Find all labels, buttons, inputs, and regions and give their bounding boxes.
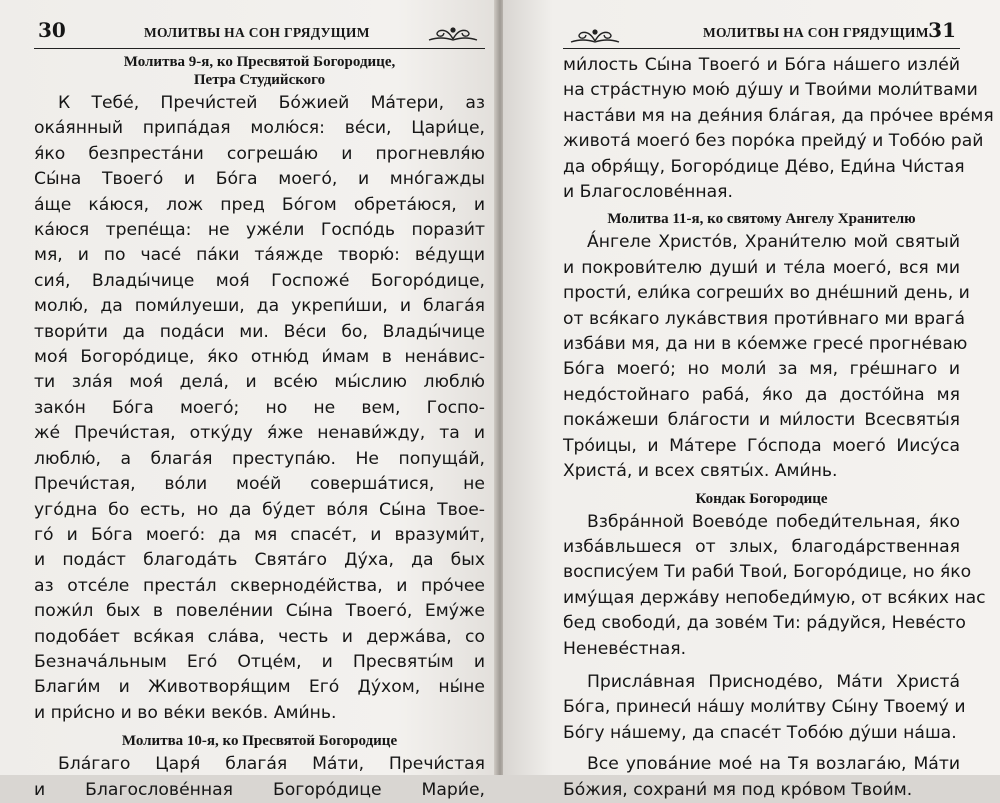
text-line: Благи́м и Животворя́щим Его́ Ду́хом, ны́не — [34, 677, 485, 698]
text-line: да обря́щу, Богоро́дице Де́во, Еди́на Чи́стая — [563, 156, 965, 177]
running-title-right: МОЛИТВЫ НА СОН ГРЯДУЩИМ — [703, 25, 929, 40]
page-number-left: 30 — [38, 18, 66, 42]
text-line: го́ и Бо́га моего́: да мя спасе́т, и вразуми́т, — [34, 524, 485, 545]
text-line: Присла́вная Приснодéво, Ма́ти Христа́ — [587, 671, 960, 692]
text-line: Тро́ицы, и Ма́тере Го́спода моего́ Иису́са — [563, 435, 960, 456]
text-line: сия́, Влады́чице моя́ Госпоже́ Богоро́дице, — [34, 270, 485, 291]
text-line: бед свободи́, да зове́м Ти: ра́дуйся, Неве́сто — [563, 613, 966, 634]
text-line: на стра́стную мою́ ду́шу и Твои́ми моли́твами — [563, 80, 978, 101]
text-line: пожи́л бых в повеле́нии Сы́на Твоего́, Ему́же — [34, 601, 485, 622]
text-line: Бо́гу на́шему, да спасе́т Тобо́ю ду́ши на́ша. — [563, 722, 957, 743]
prayer9-title-line1: Молитва 9-я, ко Пресвятой Богородице, — [123, 54, 396, 70]
text-line: люблю́, а блага́я преступа́ю. Не попуща́й, — [34, 448, 485, 469]
text-line: и покрови́телю души́ и те́ла моего́, вся ми — [563, 257, 960, 278]
text-line: Бла́гаго Царя́ блага́я Ма́ти, Пречи́стая — [58, 754, 485, 775]
right-page — [503, 0, 1000, 800]
prayer9-text — [34, 91, 485, 726]
text-line: воспису́ем Ти раби́ Твои́, Богоро́дице, но я́ко — [563, 562, 972, 583]
text-line: недо́стойнаго раба́, я́ко да досто́йна мя — [563, 384, 960, 405]
kontakion-text — [563, 510, 986, 662]
left-running-head — [34, 18, 485, 49]
text-line: наста́ви мя на дея́ния бла́гая, да про́чее вре́мя — [563, 105, 994, 126]
text-line: Безнача́льным Его́ Отце́м, и Пресвяты́м и — [34, 651, 485, 672]
text-line: же́ Пречи́стая, отку́ду я́же ненави́жду, та и — [34, 423, 485, 444]
praise-text — [563, 670, 966, 746]
prayer10-continued-text — [563, 53, 994, 205]
text-line: Все упова́ние мое́ на Тя возлага́ю, Ма́ти — [587, 754, 960, 775]
text-line: зако́н Бо́га моего́; но не вем, Госпо- — [34, 397, 485, 418]
left-page — [0, 0, 497, 800]
prayer9-title — [34, 53, 485, 89]
text-line: А́нгеле Христо́в, Храни́телю мой святый — [587, 232, 960, 253]
text-line: ти зла́я моя́ дела́, и все́ю мы́слию люблю́ — [34, 372, 485, 393]
final-prayer-text — [563, 752, 960, 803]
text-line: моя́ Богоро́дице, я́ко отню́д и́мам в нена́вис- — [34, 347, 485, 368]
text-line: ка́юся трепе́ща: не уже́ли Госпо́дь порази́т — [34, 220, 485, 241]
text-line: изба́ви мя, да ни в ко́емже гресе́ прогне́ваю — [563, 334, 968, 355]
text-line: Взбра́нной Воево́де победи́тельная, я́ко — [587, 511, 960, 532]
right-running-head — [563, 18, 960, 49]
text-line: К Тебе́, Пречи́стей Бо́жией Ма́тери, аз — [58, 93, 485, 113]
floral-ornament-icon — [427, 22, 479, 44]
text-line: Бо́жия, сохрани́ мя под кро́вом Твои́м. — [563, 779, 913, 800]
kontakion-title: Кондак Богородице — [695, 490, 828, 507]
floral-ornament-icon — [569, 24, 621, 46]
prayer11-title: Молитва 11-я, ко святому Ангелу Хранителю — [607, 211, 916, 228]
running-title-left: МОЛИТВЫ НА СОН ГРЯДУЩИМ — [144, 25, 370, 40]
text-line: пока́жеши бла́гости и ми́лости Всесвяты́я — [563, 410, 960, 431]
text-line: аз отсе́ле преста́л скверноде́йства, и про́чее — [34, 575, 485, 596]
text-line: и Благослове́нная Богоро́дице Мари́е, — [34, 779, 485, 800]
text-line: Сы́на Твоего́ и Бо́га моего́, и мно́гажды — [34, 169, 485, 190]
prayer10-title: Молитва 10-я, ко Пресвятой Богородице — [121, 733, 398, 750]
prayer9-title-line2: Петра Студийского — [193, 72, 326, 88]
text-line: и при́сно и во ве́ки веко́в. Ами́нь. — [34, 702, 337, 723]
text-line: подоба́ет вся́кая сла́ва, честь и держа́ва, со — [34, 626, 485, 647]
text-line: изба́вльшеся от злых, благода́рственная — [563, 536, 960, 557]
text-line: молю́, да поми́луеши, да укрепи́ши, и блага́я — [34, 296, 485, 317]
prayer11-text — [563, 230, 970, 484]
text-line: Пречи́стая, во́ли мое́й соверша́тися, не — [34, 474, 485, 495]
page-number-right: 31 — [928, 18, 956, 42]
text-line: Христа́, и всех святы́х. Ами́нь. — [563, 461, 838, 482]
text-line: твори́ти да пода́си ми. Ве́си бо, Влады́чице — [34, 321, 485, 342]
text-line: Бо́га моего́; но моли́ за мя, гре́шнаго и — [563, 359, 960, 380]
text-line: иму́щая держа́ву непобеди́мую, от вся́ких нас — [563, 587, 986, 608]
text-line: Бо́га, принеси́ на́шу моли́тву Сы́ну Твоему́ и — [563, 697, 966, 718]
text-line: мя, и по часе́ па́ки та́яжде творю́: ве́дущи — [34, 245, 485, 266]
text-line: живота́ моего́ без поро́ка прейду́ и Тобо́ю рай — [563, 131, 984, 152]
text-line: уго́дна бо есть, но да бу́дет во́ля Сы́на Твое- — [34, 499, 485, 520]
text-line: я́ко безпреста́ни согреша́ю и прогневля́ю — [34, 143, 485, 164]
text-line: Неневе́стная. — [563, 638, 687, 659]
prayer10-text — [34, 752, 485, 803]
text-line: от вся́каго лука́вствия проти́внаго ми врага́ — [563, 308, 966, 329]
text-line: прости́, ели́ка согреши́х во дне́шний день, и — [563, 283, 970, 304]
text-line: и пода́ст благода́ть Свята́го Ду́ха, да бых — [34, 550, 485, 571]
text-line: а́ще ка́юся, лож пред Бо́гом обрета́юся, и — [34, 194, 485, 215]
text-line: и Благослове́нная. — [563, 182, 733, 203]
text-line: ми́лость Сы́на Твоего́ и Бо́га на́шего изле́й — [563, 55, 960, 75]
text-line: ока́янный припа́дая молю́ся: ве́си, Цари́це, — [34, 118, 485, 139]
